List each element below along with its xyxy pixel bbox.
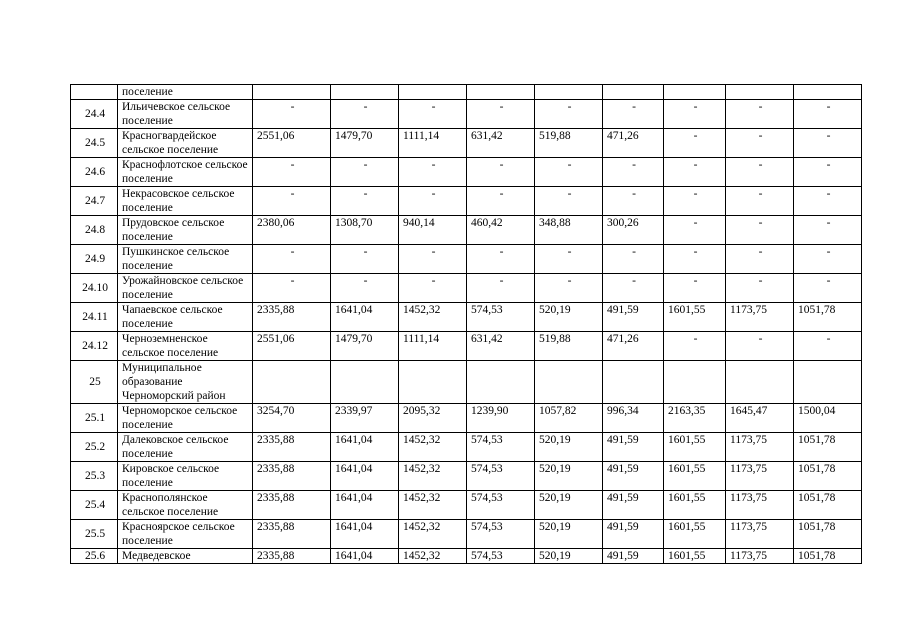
value-cell: - (794, 216, 862, 245)
value-cell (253, 361, 331, 404)
value-cell: - (794, 129, 862, 158)
value-cell: - (253, 100, 331, 129)
value-cell: - (664, 100, 726, 129)
value-cell (467, 85, 535, 100)
value-cell (794, 361, 862, 404)
value-cell: 1051,78 (794, 520, 862, 549)
settlement-name-cell: Кировское сельское поселение (118, 462, 253, 491)
value-cell (664, 85, 726, 100)
value-cell: 460,42 (467, 216, 535, 245)
row-number-cell: 24.8 (71, 216, 118, 245)
value-cell: 2335,88 (253, 462, 331, 491)
value-cell: 940,14 (399, 216, 467, 245)
value-cell: 2339,97 (331, 404, 399, 433)
table-row (71, 187, 862, 216)
value-cell (535, 361, 603, 404)
value-cell (467, 361, 535, 404)
value-cell: 1051,78 (794, 433, 862, 462)
value-cell: 1111,14 (399, 129, 467, 158)
value-cell: - (331, 245, 399, 274)
value-cell: - (664, 129, 726, 158)
value-cell: - (603, 187, 664, 216)
table-row (71, 100, 862, 129)
data-table (70, 84, 862, 564)
value-cell (794, 85, 862, 100)
value-cell: - (467, 245, 535, 274)
value-cell: - (726, 216, 794, 245)
settlement-name-cell: Прудовское сельское поселение (118, 216, 253, 245)
settlement-name-cell: Медведевское (118, 549, 253, 564)
row-number-cell: 25.5 (71, 520, 118, 549)
value-cell: 1173,75 (726, 549, 794, 564)
value-cell: - (253, 274, 331, 303)
value-cell: 1645,47 (726, 404, 794, 433)
value-cell: 574,53 (467, 520, 535, 549)
value-cell: - (726, 274, 794, 303)
value-cell: 2335,88 (253, 520, 331, 549)
value-cell: 1173,75 (726, 520, 794, 549)
table-row (71, 303, 862, 332)
value-cell (331, 85, 399, 100)
value-cell (253, 85, 331, 100)
value-cell: - (535, 274, 603, 303)
settlement-name-cell: Урожайновское сельское поселение (118, 274, 253, 303)
value-cell (535, 85, 603, 100)
row-number-cell (71, 85, 118, 100)
value-cell (726, 85, 794, 100)
table-row (71, 433, 862, 462)
table-body (71, 85, 862, 564)
table-row (71, 158, 862, 187)
value-cell: - (603, 245, 664, 274)
value-cell: 574,53 (467, 303, 535, 332)
settlement-name-cell: Ильичевское сельское поселение (118, 100, 253, 129)
settlement-name-cell: Пушкинское сельское поселение (118, 245, 253, 274)
value-cell: 1173,75 (726, 491, 794, 520)
value-cell: 1308,70 (331, 216, 399, 245)
value-cell: 2380,06 (253, 216, 331, 245)
value-cell: 1051,78 (794, 462, 862, 491)
value-cell: 1601,55 (664, 462, 726, 491)
value-cell (726, 361, 794, 404)
value-cell: - (794, 332, 862, 361)
value-cell: 1601,55 (664, 549, 726, 564)
settlement-name-cell: Краснофлотское сельское поселение (118, 158, 253, 187)
value-cell: - (399, 187, 467, 216)
row-number-cell: 24.5 (71, 129, 118, 158)
value-cell: 491,59 (603, 520, 664, 549)
value-cell: 1641,04 (331, 462, 399, 491)
value-cell (331, 361, 399, 404)
value-cell: 520,19 (535, 462, 603, 491)
row-number-cell: 25.2 (71, 433, 118, 462)
value-cell: 1173,75 (726, 462, 794, 491)
table-row (71, 404, 862, 433)
value-cell: 1452,32 (399, 520, 467, 549)
value-cell: 631,42 (467, 129, 535, 158)
table-row (71, 274, 862, 303)
value-cell: 491,59 (603, 433, 664, 462)
value-cell: 2551,06 (253, 129, 331, 158)
settlement-name-cell: Далековское сельское поселение (118, 433, 253, 462)
row-number-cell: 25.3 (71, 462, 118, 491)
value-cell: 1641,04 (331, 549, 399, 564)
value-cell: - (794, 245, 862, 274)
value-cell: 1173,75 (726, 303, 794, 332)
value-cell: 491,59 (603, 303, 664, 332)
value-cell: - (399, 158, 467, 187)
value-cell: - (664, 274, 726, 303)
value-cell: - (535, 100, 603, 129)
table-row (71, 361, 862, 404)
value-cell: - (726, 100, 794, 129)
value-cell: 520,19 (535, 303, 603, 332)
table-row (71, 462, 862, 491)
value-cell: 2335,88 (253, 303, 331, 332)
value-cell: 1500,04 (794, 404, 862, 433)
table-row (71, 245, 862, 274)
row-number-cell: 24.6 (71, 158, 118, 187)
value-cell: - (603, 100, 664, 129)
value-cell: 996,34 (603, 404, 664, 433)
table-row (71, 129, 862, 158)
value-cell: - (794, 187, 862, 216)
settlement-name-cell: Красноярское сельское поселение (118, 520, 253, 549)
row-number-cell: 24.9 (71, 245, 118, 274)
value-cell: 3254,70 (253, 404, 331, 433)
table-row (71, 85, 862, 100)
row-number-cell: 25 (71, 361, 118, 404)
settlement-name-cell: Чапаевское сельское поселение (118, 303, 253, 332)
row-number-cell: 25.6 (71, 549, 118, 564)
value-cell: - (664, 187, 726, 216)
value-cell: 574,53 (467, 549, 535, 564)
settlement-name-cell: поселение (118, 85, 253, 100)
value-cell: 491,59 (603, 491, 664, 520)
value-cell: 2551,06 (253, 332, 331, 361)
value-cell: 1057,82 (535, 404, 603, 433)
value-cell: - (399, 245, 467, 274)
value-cell: - (331, 100, 399, 129)
value-cell: 1239,90 (467, 404, 535, 433)
value-cell: - (331, 187, 399, 216)
value-cell: 2335,88 (253, 491, 331, 520)
value-cell: 520,19 (535, 520, 603, 549)
value-cell: - (535, 158, 603, 187)
value-cell: - (535, 245, 603, 274)
value-cell: 1479,70 (331, 129, 399, 158)
row-number-cell: 24.11 (71, 303, 118, 332)
value-cell (399, 361, 467, 404)
value-cell: - (467, 100, 535, 129)
row-number-cell: 24.12 (71, 332, 118, 361)
row-number-cell: 24.7 (71, 187, 118, 216)
value-cell: - (399, 274, 467, 303)
value-cell: - (726, 187, 794, 216)
value-cell: - (664, 158, 726, 187)
value-cell: - (331, 274, 399, 303)
value-cell: - (603, 274, 664, 303)
value-cell: 1452,32 (399, 491, 467, 520)
value-cell: 491,59 (603, 549, 664, 564)
settlement-name-cell: Некрасовское сельское поселение (118, 187, 253, 216)
value-cell: - (253, 158, 331, 187)
value-cell: - (603, 158, 664, 187)
value-cell: - (664, 216, 726, 245)
table-row (71, 216, 862, 245)
value-cell: 520,19 (535, 549, 603, 564)
value-cell: 1051,78 (794, 303, 862, 332)
value-cell: - (794, 100, 862, 129)
value-cell: 1601,55 (664, 520, 726, 549)
value-cell: - (467, 274, 535, 303)
value-cell: 1641,04 (331, 491, 399, 520)
table-row (71, 332, 862, 361)
value-cell: 2335,88 (253, 433, 331, 462)
value-cell: 520,19 (535, 491, 603, 520)
value-cell: 1479,70 (331, 332, 399, 361)
value-cell (603, 361, 664, 404)
value-cell: 1601,55 (664, 303, 726, 332)
value-cell (603, 85, 664, 100)
value-cell: - (794, 158, 862, 187)
value-cell: 574,53 (467, 433, 535, 462)
value-cell: 2095,32 (399, 404, 467, 433)
settlement-name-cell: Краснополянское сельское поселение (118, 491, 253, 520)
value-cell: 2335,88 (253, 549, 331, 564)
row-number-cell: 24.4 (71, 100, 118, 129)
settlement-name-cell: Черноморское сельское поселение (118, 404, 253, 433)
value-cell: - (467, 187, 535, 216)
value-cell: 300,26 (603, 216, 664, 245)
value-cell: 348,88 (535, 216, 603, 245)
value-cell: - (726, 158, 794, 187)
value-cell: - (253, 187, 331, 216)
value-cell: - (253, 245, 331, 274)
value-cell: 471,26 (603, 332, 664, 361)
value-cell: 471,26 (603, 129, 664, 158)
value-cell: - (726, 245, 794, 274)
value-cell: - (794, 274, 862, 303)
value-cell: 2163,35 (664, 404, 726, 433)
row-number-cell: 25.4 (71, 491, 118, 520)
value-cell: 1452,32 (399, 433, 467, 462)
value-cell: 1641,04 (331, 303, 399, 332)
value-cell: 1173,75 (726, 433, 794, 462)
value-cell: 1601,55 (664, 433, 726, 462)
value-cell: 520,19 (535, 433, 603, 462)
value-cell: - (331, 158, 399, 187)
value-cell: - (664, 245, 726, 274)
settlement-name-cell: Красногвардейское сельское поселение (118, 129, 253, 158)
row-number-cell: 24.10 (71, 274, 118, 303)
value-cell: 1452,32 (399, 549, 467, 564)
value-cell: - (726, 129, 794, 158)
settlement-name-cell: Черноземненское сельское поселение (118, 332, 253, 361)
value-cell: 1452,32 (399, 303, 467, 332)
value-cell: - (726, 332, 794, 361)
value-cell: 519,88 (535, 129, 603, 158)
value-cell: 631,42 (467, 332, 535, 361)
value-cell: 1601,55 (664, 491, 726, 520)
value-cell: 1452,32 (399, 462, 467, 491)
table-row (71, 549, 862, 564)
table-row (71, 491, 862, 520)
value-cell: 1051,78 (794, 549, 862, 564)
table-row (71, 520, 862, 549)
value-cell: - (399, 100, 467, 129)
value-cell (664, 361, 726, 404)
value-cell: - (467, 158, 535, 187)
value-cell: 491,59 (603, 462, 664, 491)
value-cell: - (535, 187, 603, 216)
row-number-cell: 25.1 (71, 404, 118, 433)
settlement-name-cell: Муниципальное образование Черноморский район (118, 361, 253, 404)
value-cell: 1641,04 (331, 520, 399, 549)
value-cell: 1111,14 (399, 332, 467, 361)
value-cell: 1051,78 (794, 491, 862, 520)
value-cell: 519,88 (535, 332, 603, 361)
value-cell (399, 85, 467, 100)
value-cell: 1641,04 (331, 433, 399, 462)
value-cell: 574,53 (467, 462, 535, 491)
value-cell: 574,53 (467, 491, 535, 520)
value-cell: - (664, 332, 726, 361)
